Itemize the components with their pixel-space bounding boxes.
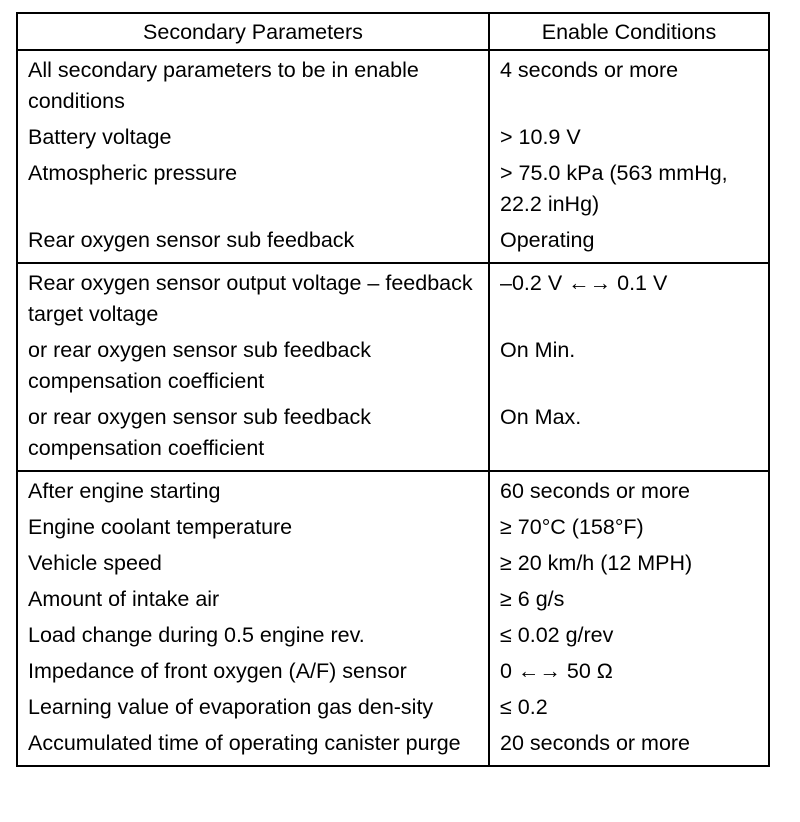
param-cell: Learning value of evaporation gas den-sity	[17, 689, 489, 725]
condition-cell: 4 seconds or more	[500, 58, 679, 82]
condition-cell: > 75.0 kPa (563 mmHg, 22.2 inHg)	[500, 161, 728, 216]
param-cell: Accumulated time of operating canister purge	[17, 725, 489, 766]
table-header	[17, 13, 769, 50]
table-row	[17, 155, 769, 222]
param-cell: or rear oxygen sensor sub feedback compensation coefficient	[17, 332, 489, 399]
condition-cell: ≥ 6 g/s	[500, 587, 565, 611]
table-row	[17, 119, 769, 155]
param-cell: Amount of intake air	[17, 581, 489, 617]
table-row	[17, 581, 769, 617]
condition-cell: > 10.9 V	[500, 125, 581, 149]
table-row	[17, 332, 769, 399]
condition-cell: –0.2 V ←→ 0.1 V	[500, 271, 668, 295]
condition-cell: ≥ 20 km/h (12 MPH)	[500, 551, 693, 575]
table-row	[17, 50, 769, 119]
table-row	[17, 399, 769, 471]
condition-cell: On Max.	[500, 405, 582, 429]
table-row	[17, 617, 769, 653]
table-row	[17, 263, 769, 332]
param-cell: or rear oxygen sensor sub feedback compensation coefficient	[17, 399, 489, 471]
param-cell: Battery voltage	[17, 119, 489, 155]
table-row	[17, 545, 769, 581]
table-row	[17, 653, 769, 689]
enable-conditions-table	[16, 12, 770, 767]
condition-cell: ≤ 0.2	[500, 695, 548, 719]
param-cell: Load change during 0.5 engine rev.	[17, 617, 489, 653]
group-general-conditions	[17, 50, 769, 263]
header-secondary-parameters: Secondary Parameters	[17, 13, 489, 50]
param-cell: Rear oxygen sensor sub feedback	[17, 222, 489, 263]
param-cell: Vehicle speed	[17, 545, 489, 581]
param-cell: Impedance of front oxygen (A/F) sensor	[17, 653, 489, 689]
param-cell: All secondary parameters to be in enable conditions	[17, 50, 489, 119]
param-cell: Atmospheric pressure	[17, 155, 489, 222]
table-row	[17, 689, 769, 725]
header-row	[17, 13, 769, 50]
param-cell: Engine coolant temperature	[17, 509, 489, 545]
param-cell: Rear oxygen sensor output voltage – feedback target voltage	[17, 263, 489, 332]
condition-cell: ≤ 0.02 g/rev	[500, 623, 614, 647]
param-cell: After engine starting	[17, 471, 489, 509]
table-row	[17, 471, 769, 509]
condition-cell: 20 seconds or more	[500, 731, 691, 755]
table-row	[17, 509, 769, 545]
group-rear-oxygen-sensor	[17, 263, 769, 471]
table-row	[17, 222, 769, 263]
table-row	[17, 725, 769, 766]
group-engine-conditions	[17, 471, 769, 766]
condition-cell: 60 seconds or more	[500, 479, 691, 503]
condition-cell: Operating	[500, 228, 595, 252]
condition-cell: 0 ←→ 50 Ω	[500, 659, 613, 683]
header-enable-conditions: Enable Conditions	[489, 13, 769, 50]
condition-cell: On Min.	[500, 338, 576, 362]
condition-cell: ≥ 70°C (158°F)	[500, 515, 644, 539]
